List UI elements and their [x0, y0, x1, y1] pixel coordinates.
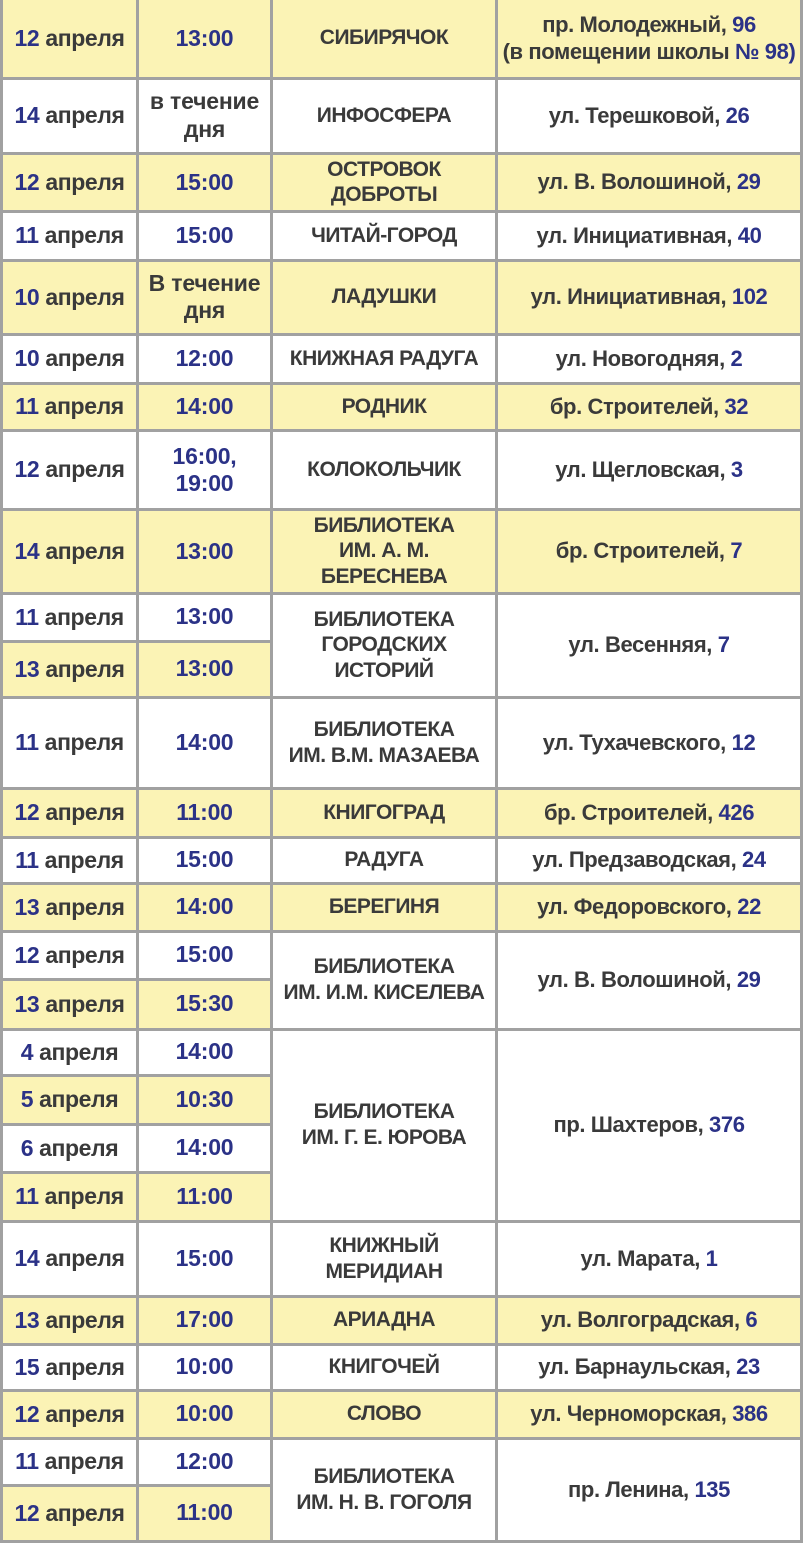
- date-month: апреля: [45, 24, 125, 51]
- library-name-line: КНИГОГРАД: [323, 800, 445, 824]
- address-street: пр. Шахтеров,: [553, 1112, 710, 1138]
- date-cell: [2, 1344, 138, 1390]
- address-number: 32: [724, 393, 749, 419]
- date-cell: [2, 211, 138, 260]
- date-cell: [2, 260, 138, 334]
- address-cell: [497, 837, 802, 883]
- date-number: 12: [14, 168, 40, 195]
- date-number: 11: [15, 846, 39, 873]
- address-cell: [497, 931, 802, 1029]
- time-cell: [138, 78, 272, 153]
- library-name-cell: [272, 1390, 497, 1438]
- address-street: ул. Инициативная,: [536, 222, 738, 248]
- schedule-row: [2, 1344, 802, 1390]
- address-cell: [497, 593, 802, 697]
- date-number: 14: [14, 1245, 40, 1272]
- address-cell: [497, 1438, 802, 1541]
- date-number: 13: [14, 893, 40, 920]
- address-street: ул. Щегловская,: [555, 456, 731, 482]
- date-cell: [2, 334, 138, 383]
- address-cell: [497, 430, 802, 509]
- library-name-line: ЛАДУШКИ: [331, 285, 437, 309]
- library-name-line: БИБЛИОТЕКА: [313, 513, 455, 537]
- time-text: 12:00: [175, 345, 234, 372]
- address-number: 40: [737, 222, 762, 248]
- address-cell: [497, 260, 802, 334]
- time-text: 14:00: [175, 1038, 234, 1065]
- date-month: апреля: [45, 102, 125, 128]
- time-cell: [138, 1485, 272, 1541]
- date-number: 12: [14, 799, 40, 826]
- schedule-row: [2, 0, 802, 78]
- date-month: апреля: [39, 1038, 119, 1065]
- date-month: апреля: [45, 655, 125, 682]
- library-name-cell: [272, 837, 497, 883]
- time-text: 12:00: [175, 1447, 234, 1474]
- address-cell: [497, 211, 802, 260]
- address-number: 6: [745, 1307, 758, 1333]
- address-street: ул. В. Волошиной,: [537, 967, 737, 993]
- address-street: ул. Волгоградская,: [540, 1307, 746, 1333]
- date-cell: [2, 931, 138, 979]
- address-number: 1: [705, 1245, 718, 1271]
- address-cell: [497, 509, 802, 593]
- date-cell: [2, 641, 138, 697]
- date-number: 12: [14, 1400, 40, 1427]
- date-number: 14: [14, 102, 40, 128]
- library-name-line: ИМ. Г. Е. ЮРОВА: [301, 1126, 467, 1150]
- date-month: апреля: [45, 1245, 125, 1272]
- date-cell: [2, 1438, 138, 1485]
- date-number: 10: [14, 283, 40, 310]
- address-cell: [497, 1296, 802, 1344]
- date-cell: [2, 788, 138, 837]
- address-cell: [497, 1344, 802, 1390]
- date-number: 6: [20, 1134, 34, 1161]
- library-name-line: СЛОВО: [346, 1402, 422, 1426]
- date-cell: [2, 509, 138, 593]
- time-cell: [138, 1029, 272, 1075]
- library-name-cell: [272, 334, 497, 383]
- schedule-row: [2, 509, 802, 593]
- library-name-line: ИНФОСФЕРА: [316, 103, 452, 127]
- time-text: в течение: [149, 88, 260, 115]
- library-name-cell: [272, 153, 497, 211]
- time-text: 11:00: [176, 798, 233, 825]
- date-month: апреля: [45, 456, 125, 483]
- address-street: бр. Строителей,: [543, 799, 719, 825]
- schedule-row: [2, 697, 802, 788]
- date-cell: [2, 1172, 138, 1221]
- date-month: апреля: [44, 729, 124, 756]
- address-cell: [497, 697, 802, 788]
- address-street: ул. Инициативная,: [530, 284, 732, 310]
- address-street: ул. Федоровского,: [537, 894, 738, 920]
- address-number: 24: [742, 847, 766, 873]
- library-name-cell: [272, 1344, 497, 1390]
- address-street: бр. Строителей,: [555, 538, 731, 564]
- date-number: 4: [20, 1038, 34, 1065]
- library-name-line: КНИЖНЫЙ: [329, 1233, 439, 1257]
- time-cell: [138, 1438, 272, 1485]
- date-number: 13: [14, 990, 40, 1017]
- date-number: 11: [15, 1183, 39, 1210]
- date-number: 12: [14, 1499, 40, 1526]
- time-text: 17:00: [175, 1306, 234, 1333]
- library-name-cell: [272, 1438, 497, 1541]
- address-number: 135: [694, 1476, 730, 1502]
- schedule-row: [2, 211, 802, 260]
- date-month: апреля: [45, 537, 125, 564]
- time-cell: [138, 383, 272, 430]
- date-number: 11: [15, 1448, 39, 1475]
- time-cell: [138, 697, 272, 788]
- time-text: 10:00: [175, 1353, 234, 1380]
- time-text: 15:30: [175, 990, 234, 1017]
- schedule-row: [2, 1296, 802, 1344]
- date-cell: [2, 837, 138, 883]
- time-cell: [138, 153, 272, 211]
- library-name-cell: [272, 78, 497, 153]
- date-number: 11: [15, 603, 39, 630]
- date-cell: [2, 1485, 138, 1541]
- time-cell: [138, 788, 272, 837]
- address-cell: [497, 788, 802, 837]
- date-number: 12: [14, 941, 40, 968]
- time-cell: [138, 1344, 272, 1390]
- library-name-line: ИМ. В.М. МАЗАЕВА: [288, 743, 480, 767]
- address-number: 376: [709, 1112, 745, 1138]
- library-name-line: РАДУГА: [344, 848, 424, 872]
- time-cell: [138, 1221, 272, 1296]
- address-number: 7: [717, 632, 730, 658]
- address-cell: [497, 1221, 802, 1296]
- date-number: 12: [14, 24, 40, 51]
- library-name-line: ИМ. И.М. КИСЕЛЕВА: [283, 981, 485, 1005]
- address-number: 426: [718, 799, 755, 825]
- address-cell: [497, 383, 802, 430]
- time-cell: [138, 1075, 272, 1124]
- schedule-row: [2, 430, 802, 509]
- date-cell: [2, 979, 138, 1029]
- date-month: апреля: [45, 1353, 125, 1380]
- date-month: апреля: [44, 1448, 124, 1475]
- address-street: бр. Строителей,: [549, 393, 725, 419]
- date-cell: [2, 1221, 138, 1296]
- date-cell: [2, 383, 138, 430]
- library-name-cell: [272, 931, 497, 1029]
- date-month: апреля: [45, 168, 125, 195]
- library-name-cell: [272, 211, 497, 260]
- library-name-line: АРИАДНА: [332, 1308, 435, 1332]
- address-number: 26: [725, 102, 750, 128]
- address-street: ул. Предзаводская,: [532, 847, 743, 873]
- time-text: 10:30: [175, 1085, 234, 1112]
- address-cell: [497, 1390, 802, 1438]
- date-month: апреля: [44, 393, 124, 420]
- address-street: (в помещении школы: [502, 39, 735, 65]
- schedule-table-body: [2, 0, 802, 1541]
- date-number: 10: [14, 345, 40, 372]
- date-cell: [2, 1296, 138, 1344]
- time-text: дня: [183, 115, 226, 142]
- schedule-row: [2, 1221, 802, 1296]
- time-cell: [138, 1172, 272, 1221]
- time-text: 13:00: [175, 655, 234, 682]
- address-street: ул. В. Волошиной,: [537, 169, 737, 195]
- date-number: 12: [14, 456, 40, 483]
- time-text: 11:00: [176, 1499, 233, 1526]
- time-text: 11:00: [176, 1182, 233, 1209]
- date-number: 13: [14, 655, 40, 682]
- library-name-line: РОДНИК: [341, 394, 427, 418]
- time-text: 15:00: [175, 941, 234, 968]
- date-cell: [2, 1390, 138, 1438]
- date-cell: [2, 78, 138, 153]
- time-cell: [138, 883, 272, 931]
- address-cell: [497, 78, 802, 153]
- library-name-line: ГОРОДСКИХ ИСТОРИЙ: [321, 633, 447, 682]
- library-name-line: БИБЛИОТЕКА: [313, 717, 455, 741]
- time-text: 13:00: [175, 537, 234, 564]
- time-text: 10:00: [175, 1400, 234, 1427]
- address-number: 102: [731, 284, 768, 310]
- time-text: 15:00: [175, 222, 234, 249]
- date-month: апреля: [45, 941, 125, 968]
- address-number: 96: [732, 11, 756, 37]
- library-name-cell: [272, 788, 497, 837]
- address-cell: [497, 334, 802, 383]
- library-name-line: БИБЛИОТЕКА: [313, 1100, 455, 1124]
- time-cell: [138, 1296, 272, 1344]
- date-number: 11: [15, 729, 39, 756]
- date-month: апреля: [44, 603, 124, 630]
- address-number: 2: [730, 345, 743, 371]
- date-cell: [2, 430, 138, 509]
- time-text: 19:00: [175, 469, 234, 496]
- address-street: ул. Весенняя,: [568, 632, 718, 658]
- time-text: 15:00: [175, 168, 234, 195]
- library-name-cell: [272, 430, 497, 509]
- date-number: 13: [14, 1306, 40, 1333]
- date-number: 5: [20, 1086, 34, 1113]
- schedule-row: [2, 1438, 802, 1485]
- library-name-line: БИБЛИОТЕКА: [313, 1464, 455, 1488]
- date-number: 11: [15, 222, 39, 249]
- schedule-row: [2, 78, 802, 153]
- library-name-cell: [272, 383, 497, 430]
- time-cell: [138, 260, 272, 334]
- library-name-line: ОСТРОВОК ДОБРОТЫ: [327, 157, 441, 207]
- date-month: апреля: [45, 990, 125, 1017]
- time-cell: [138, 1390, 272, 1438]
- address-street: ул. Новогодняя,: [555, 345, 731, 371]
- address-street: ул. Марата,: [580, 1245, 706, 1271]
- date-cell: [2, 1075, 138, 1124]
- schedule-row: [2, 883, 802, 931]
- time-cell: [138, 430, 272, 509]
- time-text: 14:00: [175, 1134, 234, 1161]
- time-cell: [138, 979, 272, 1029]
- address-cell: [497, 153, 802, 211]
- date-month: апреля: [44, 1183, 124, 1210]
- time-cell: [138, 641, 272, 697]
- schedule-row: [2, 593, 802, 641]
- address-cell: [497, 883, 802, 931]
- library-name-line: ИМ. А. М. БЕРЕСНЕВА: [320, 539, 448, 588]
- library-name-cell: [272, 1029, 497, 1221]
- time-text: 15:00: [175, 846, 234, 873]
- library-name-cell: [272, 1296, 497, 1344]
- time-cell: [138, 0, 272, 78]
- address-number: 12: [731, 729, 756, 755]
- library-name-cell: [272, 1221, 497, 1296]
- address-number: 22: [737, 894, 761, 920]
- library-name-cell: [272, 883, 497, 931]
- date-cell: [2, 0, 138, 78]
- library-name-cell: [272, 0, 497, 78]
- address-street: ул. Черноморская,: [530, 1401, 733, 1427]
- address-number: 29: [736, 967, 761, 993]
- address-number: 3: [730, 456, 743, 482]
- address-street: ул. Терешковой,: [548, 102, 726, 128]
- address-street: пр. Ленина,: [568, 1476, 695, 1502]
- date-cell: [2, 593, 138, 641]
- schedule-row: [2, 383, 802, 430]
- time-cell: [138, 334, 272, 383]
- schedule-row: [2, 837, 802, 883]
- library-name-line: КОЛОКОЛЬЧИК: [307, 457, 461, 481]
- address-number: № 98): [734, 39, 796, 65]
- date-month: апреля: [39, 1086, 119, 1113]
- date-month: апреля: [45, 799, 125, 826]
- address-cell: [497, 0, 802, 78]
- address-number: 29: [736, 169, 761, 195]
- library-name-cell: [272, 260, 497, 334]
- address-number: 386: [732, 1401, 768, 1427]
- schedule-row: [2, 1029, 802, 1075]
- library-name-line: СИБИРЯЧОК: [319, 26, 449, 50]
- date-number: 15: [14, 1353, 40, 1380]
- date-month: апреля: [45, 345, 125, 372]
- library-name-cell: [272, 509, 497, 593]
- schedule-row: [2, 1390, 802, 1438]
- date-cell: [2, 1124, 138, 1172]
- schedule-row: [2, 931, 802, 979]
- time-cell: [138, 931, 272, 979]
- date-month: апреля: [45, 1400, 125, 1427]
- address-number: 23: [736, 1354, 760, 1380]
- library-name-line: МЕРИДИАН: [325, 1259, 443, 1283]
- date-cell: [2, 1029, 138, 1075]
- time-text: 13:00: [175, 603, 234, 630]
- time-text: 16:00,: [172, 442, 237, 469]
- time-text: 14:00: [175, 893, 234, 920]
- time-text: 15:00: [175, 1244, 234, 1271]
- address-street: пр. Молодежный,: [542, 11, 733, 37]
- time-cell: [138, 1124, 272, 1172]
- schedule-row: [2, 153, 802, 211]
- time-text: 13:00: [175, 24, 234, 51]
- time-text: дня: [183, 297, 226, 324]
- date-cell: [2, 153, 138, 211]
- library-name-cell: [272, 697, 497, 788]
- time-text: 14:00: [175, 728, 234, 755]
- library-name-line: КНИЖНАЯ РАДУГА: [289, 346, 479, 370]
- time-cell: [138, 211, 272, 260]
- time-text: В течение: [148, 270, 261, 297]
- date-number: 14: [14, 537, 40, 564]
- date-month: апреля: [45, 893, 125, 920]
- address-street: ул. Тухачевского,: [542, 729, 732, 755]
- date-month: апреля: [45, 1306, 125, 1333]
- library-name-line: ИМ. Н. В. ГОГОЛЯ: [296, 1490, 472, 1514]
- date-number: 11: [15, 393, 39, 420]
- date-cell: [2, 697, 138, 788]
- schedule-row: [2, 334, 802, 383]
- address-cell: [497, 1029, 802, 1221]
- date-month: апреля: [45, 1499, 125, 1526]
- library-name-cell: [272, 593, 497, 697]
- date-month: апреля: [44, 846, 124, 873]
- date-month: апреля: [45, 283, 125, 310]
- library-name-line: БИБЛИОТЕКА: [313, 955, 455, 979]
- time-cell: [138, 593, 272, 641]
- date-month: апреля: [39, 1134, 119, 1161]
- time-cell: [138, 837, 272, 883]
- time-cell: [138, 509, 272, 593]
- date-cell: [2, 883, 138, 931]
- date-month: апреля: [44, 222, 124, 249]
- address-number: 7: [730, 538, 743, 564]
- time-text: 14:00: [175, 393, 234, 420]
- address-street: ул. Барнаульская,: [538, 1354, 737, 1380]
- library-name-line: БИБЛИОТЕКА: [313, 607, 455, 631]
- library-name-line: ЧИТАЙ-ГОРОД: [311, 223, 457, 247]
- library-name-line: КНИГОЧЕЙ: [328, 1355, 440, 1379]
- library-name-line: БЕРЕГИНЯ: [328, 895, 440, 919]
- schedule-row: [2, 260, 802, 334]
- schedule-row: [2, 788, 802, 837]
